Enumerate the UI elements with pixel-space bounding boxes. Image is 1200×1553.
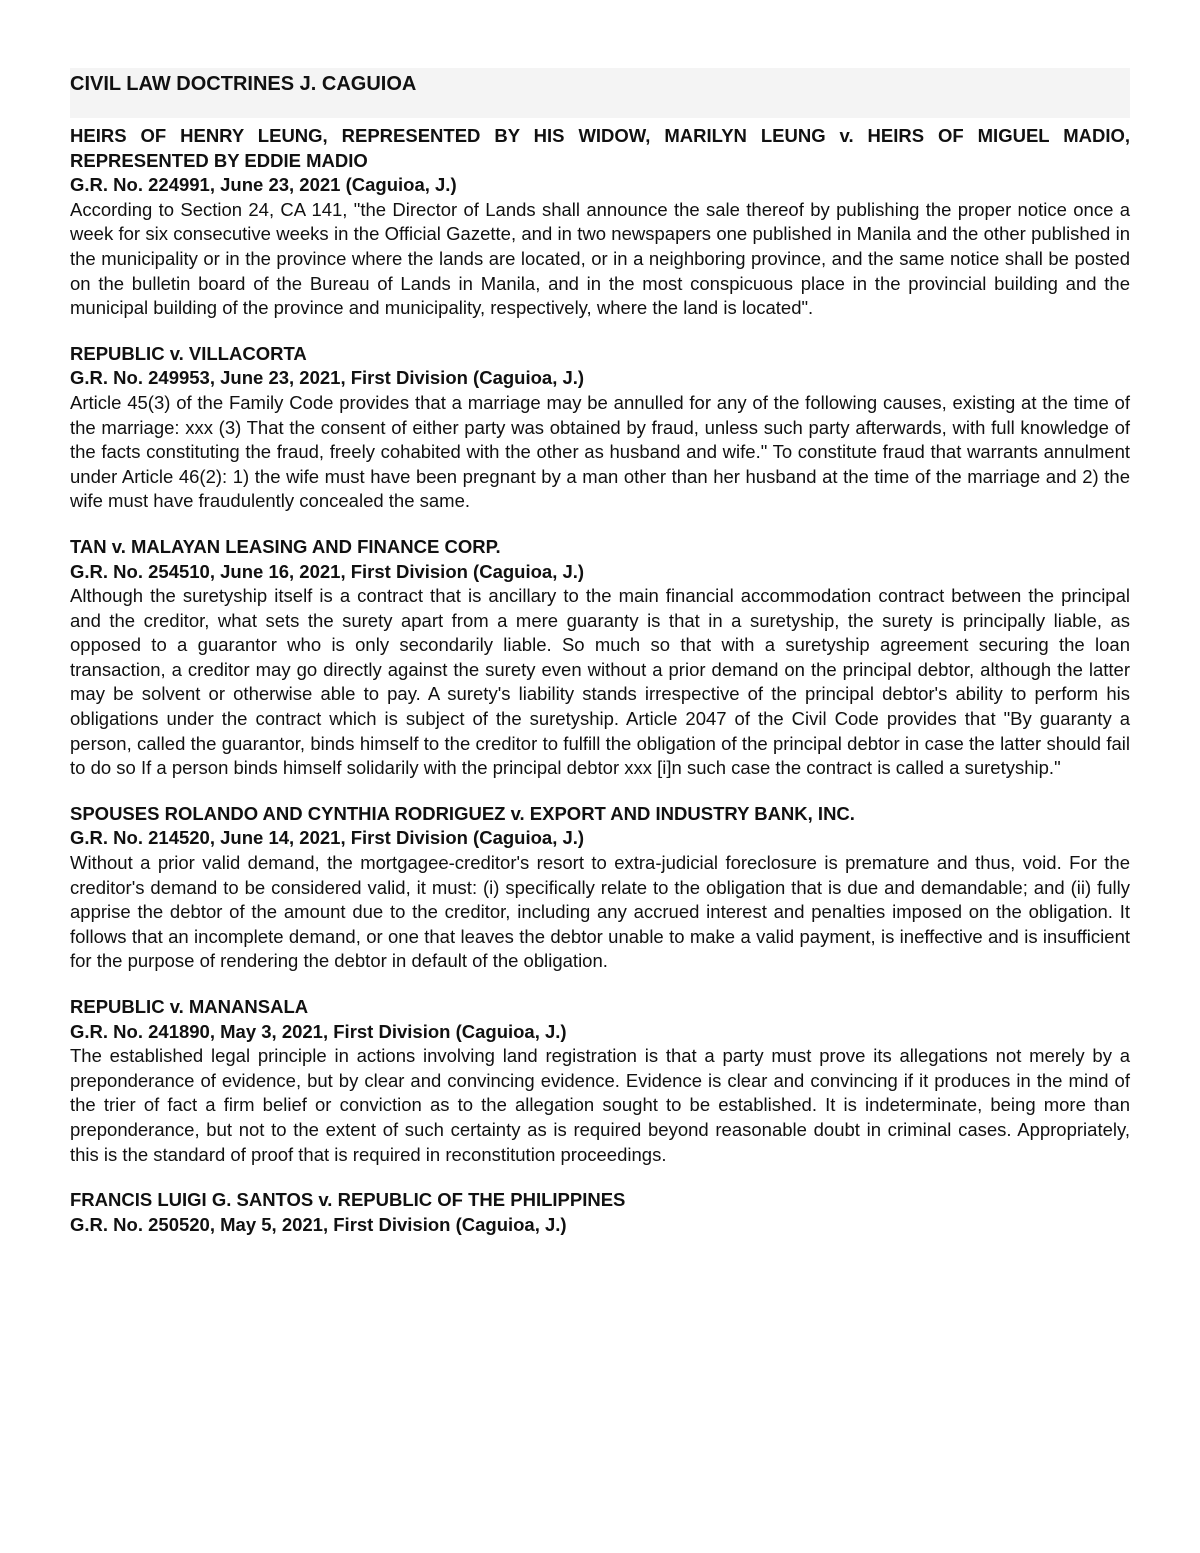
case-citation: G.R. No. 241890, May 3, 2021, First Division (Caguioa, J.) [70,1020,567,1042]
case-title: FRANCIS LUIGI G. SANTOS v. REPUBLIC OF THE PHILIPPINES [70,1189,626,1211]
case-entry [70,802,1130,974]
case-title: SPOUSES ROLANDO AND CYNTHIA RODRIGUEZ v. EXPORT AND INDUSTRY BANK, INC. [70,802,855,824]
case-entry [70,342,1130,514]
case-doctrine: Although the suretyship itself is a contract that is ancillary to the main financial accommodation contract between the principal and the creditor, what sets the surety apart from a mere guaranty is that in a suretyship, the surety is principally liable, as opposed to a guarantor who is only secondarily liable. So much so that with a suretyship agreement securing the loan transaction, a creditor may go directly against the surety even without a prior demand on the principal debtor, although the latter may be solvent or otherwise able to pay. A surety's liability stands irrespective of the principal debtor's ability to perform his obligations under the contract which is subject of the suretyship. Article 2047 of the Civil Code provides that "By guaranty a person, called the guarantor, binds himself to the creditor to fulfill the obligation of the principal debtor in case the latter should fail to do so If a person binds himself solidarily with the principal debtor xxx [i]n such case the contract is called a suretyship." [70,585,1130,779]
case-doctrine: The established legal principle in actions involving land registration is that a party must prove its allegations not merely by a preponderance of evidence, but by clear and convincing evidence. Evidence is clear and convincing if it produces in the mind of the trier of fact a firm belief or conviction as to the allegation sought to be established. It is indeterminate, being more than preponderance, but not to the extent of such certainty as is required beyond reasonable doubt in criminal cases. Appropriately, this is the standard of proof that is required in reconstitution proceedings. [70,1045,1130,1165]
case-doctrine: According to Section 24, CA 141, "the Director of Lands shall announce the sale thereof by publishing the proper notice once a week for six consecutive weeks in the Official Gazette, and in two newspapers one published in Manila and the other published in the municipality or in the province where the lands are located, or in a neighboring province, and the same notice shall be posted on the bulletin board of the Bureau of Lands in Manila, and in the most conspicuous place in the provincial building and the municipal building of the province and municipality, respectively, where the land is located". [70,198,1130,319]
case-citation: G.R. No. 214520, June 14, 2021, First Division (Caguioa, J.) [70,827,585,849]
case-citation: G.R. No. 254510, June 16, 2021, First Division (Caguioa, J.) [70,560,585,582]
case-doctrine: Article 45(3) of the Family Code provides that a marriage may be annulled for any of the following causes, existing at the time of the marriage: xxx (3) That the consent of either party was obtained by fraud, unless such party afterwards, with full knowledge of the facts constituting the fraud, freely cohabited with the other as husband and wife." To constitute fraud that warrants annulment under Article 46(2): 1) the wife must have been pregnant by a man other than her husband at the time of the marriage and 2) the wife must have fraudulently concealed the same. [70,391,1130,512]
case-entry [70,124,1130,321]
case-title: REPUBLIC v. MANANSALA [70,996,309,1017]
document-title: CIVIL LAW DOCTRINES J. CAGUIOA [70,68,1130,118]
case-entry [70,535,1130,781]
case-doctrine: Without a prior valid demand, the mortgagee-creditor's resort to extra-judicial foreclosure is premature and thus, void. For the creditor's demand to be considered valid, it must: (i) specifically relate to the obligation that is due and demandable; and (ii) fully apprise the debtor of the amount due to the creditor, including any accrued interest and penalties imposed on the obligation. It follows that an incomplete demand, or one that leaves the debtor unable to make a valid payment, is ineffective and is insufficient for the purpose of rendering the debtor in default of the obligation. [70,852,1130,972]
case-title: TAN v. MALAYAN LEASING AND FINANCE CORP. [70,535,501,557]
case-citation: G.R. No. 224991, June 23, 2021 (Caguioa, J.) [70,174,457,196]
case-title: HEIRS OF HENRY LEUNG, REPRESENTED BY HIS WIDOW, MARILYN LEUNG v. HEIRS OF MIGUEL MADIO, REPRESENTED BY EDDIE MADIO [70,125,1130,171]
case-title: REPUBLIC v. VILLACORTA [70,342,307,364]
case-citation: G.R. No. 250520, May 5, 2021, First Division (Caguioa, J.) [70,1213,567,1235]
case-citation: G.R. No. 249953, June 23, 2021, First Division (Caguioa, J.) [70,367,585,389]
case-entry [70,1188,1130,1237]
document-page [70,68,1130,1258]
case-entry [70,995,1130,1167]
